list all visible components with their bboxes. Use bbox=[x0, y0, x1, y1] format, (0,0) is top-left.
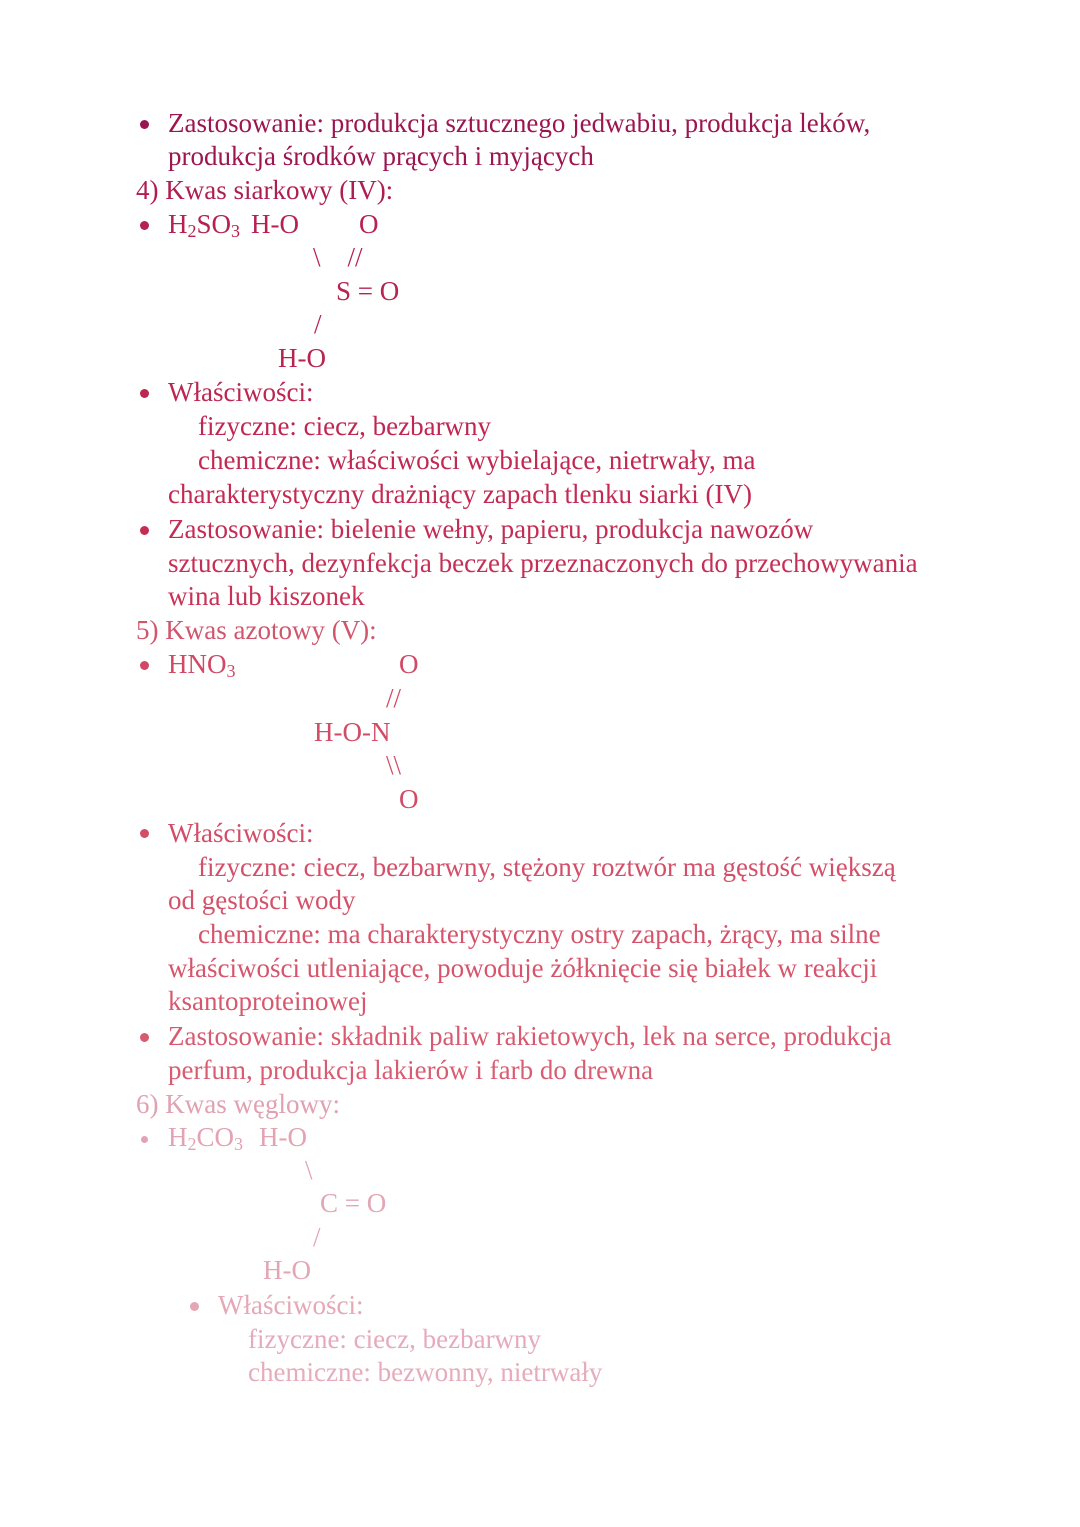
structure-top-right: O bbox=[359, 209, 379, 239]
application-text-cont: wina lub kiszonek bbox=[168, 581, 365, 611]
formula-subscript: 2 bbox=[187, 221, 197, 241]
properties-label: Właściwości: bbox=[218, 1290, 364, 1320]
chemical-properties-cont: właściwości utleniające, powoduje żółknięcie się białek w reakcji bbox=[168, 953, 878, 983]
application-text-cont: produkcja środków prących i myjących bbox=[168, 141, 594, 171]
structure-center: H-O-N bbox=[314, 717, 391, 747]
section-heading: 4) Kwas siarkowy (IV): bbox=[136, 175, 394, 205]
properties-label: Właściwości: bbox=[168, 818, 314, 848]
formula-part: SO bbox=[196, 209, 232, 239]
bullet-icon bbox=[140, 1033, 149, 1042]
structure-bond-lower: / bbox=[313, 1222, 321, 1252]
section-heading: 5) Kwas azotowy (V): bbox=[136, 615, 377, 645]
chemical-properties-cont: charakterystyczny drażniący zapach tlenku siarki (IV) bbox=[168, 479, 752, 509]
formula-part: CO bbox=[196, 1122, 235, 1152]
formula-part: HNO bbox=[168, 649, 227, 679]
structure-center: S = O bbox=[336, 276, 400, 306]
structure-bond-bottom: \\ bbox=[386, 750, 402, 780]
application-text: Zastosowanie: składnik paliw rakietowych, lek na serce, produkcja bbox=[168, 1021, 892, 1051]
physical-properties-cont: od gęstości wody bbox=[168, 885, 356, 915]
structure-bond-lower: / bbox=[314, 309, 322, 339]
formula-part: H bbox=[168, 1122, 188, 1152]
application-text-cont: perfum, produkcja lakierów i farb do drewna bbox=[168, 1055, 654, 1085]
structure-bottom: H-O bbox=[278, 343, 326, 373]
bullet-icon bbox=[140, 526, 149, 535]
physical-properties: fizyczne: ciecz, bezbarwny bbox=[198, 411, 492, 441]
formula-subscript: 3 bbox=[234, 1134, 244, 1154]
bullet-icon bbox=[141, 1136, 148, 1143]
formula-subscript: 3 bbox=[226, 661, 236, 681]
section-heading: 6) Kwas węglowy: bbox=[136, 1089, 340, 1119]
structure-bottom: H-O bbox=[263, 1255, 311, 1285]
physical-properties: fizyczne: ciecz, bezbarwny, stężony roztwór ma gęstość większą bbox=[198, 852, 896, 882]
bullet-icon bbox=[140, 221, 149, 230]
chemical-formula bbox=[168, 1121, 243, 1154]
bullet-icon bbox=[140, 389, 149, 398]
formula-part: H bbox=[168, 209, 188, 239]
structure-top-left: H-O bbox=[259, 1122, 307, 1152]
chemical-properties: chemiczne: ma charakterystyczny ostry zapach, żrący, ma silne bbox=[198, 919, 881, 949]
chemical-properties: chemiczne: bezwonny, nietrwały bbox=[248, 1357, 603, 1387]
formula-subscript: 3 bbox=[231, 221, 241, 241]
bullet-icon bbox=[140, 120, 149, 129]
application-text-cont: sztucznych, dezynfekcja beczek przeznaczonych do przechowywania bbox=[168, 548, 918, 578]
chemical-formula bbox=[168, 648, 236, 681]
structure-top-left: H-O bbox=[251, 209, 299, 239]
application-text: Zastosowanie: produkcja sztucznego jedwabiu, produkcja leków, bbox=[168, 108, 871, 138]
properties-label: Właściwości: bbox=[168, 377, 314, 407]
structure-bottom: O bbox=[399, 784, 419, 814]
formula-subscript: 2 bbox=[187, 1134, 197, 1154]
structure-center: C = O bbox=[320, 1188, 387, 1218]
chemical-properties: chemiczne: właściwości wybielające, nietrwały, ma bbox=[198, 445, 756, 475]
chemical-formula bbox=[168, 208, 240, 241]
bullet-icon bbox=[190, 1302, 199, 1311]
structure-bond-top: // bbox=[386, 683, 402, 713]
bullet-icon bbox=[140, 661, 149, 670]
physical-properties: fizyczne: ciecz, bezbarwny bbox=[248, 1324, 542, 1354]
application-text: Zastosowanie: bielenie wełny, papieru, produkcja nawozów bbox=[168, 514, 814, 544]
structure-bonds: \ // bbox=[313, 242, 363, 272]
structure-bond-upper: \ bbox=[305, 1155, 313, 1185]
bullet-icon bbox=[140, 829, 149, 838]
structure-top: O bbox=[399, 649, 419, 679]
chemical-properties-cont: ksantoproteinowej bbox=[168, 986, 368, 1016]
